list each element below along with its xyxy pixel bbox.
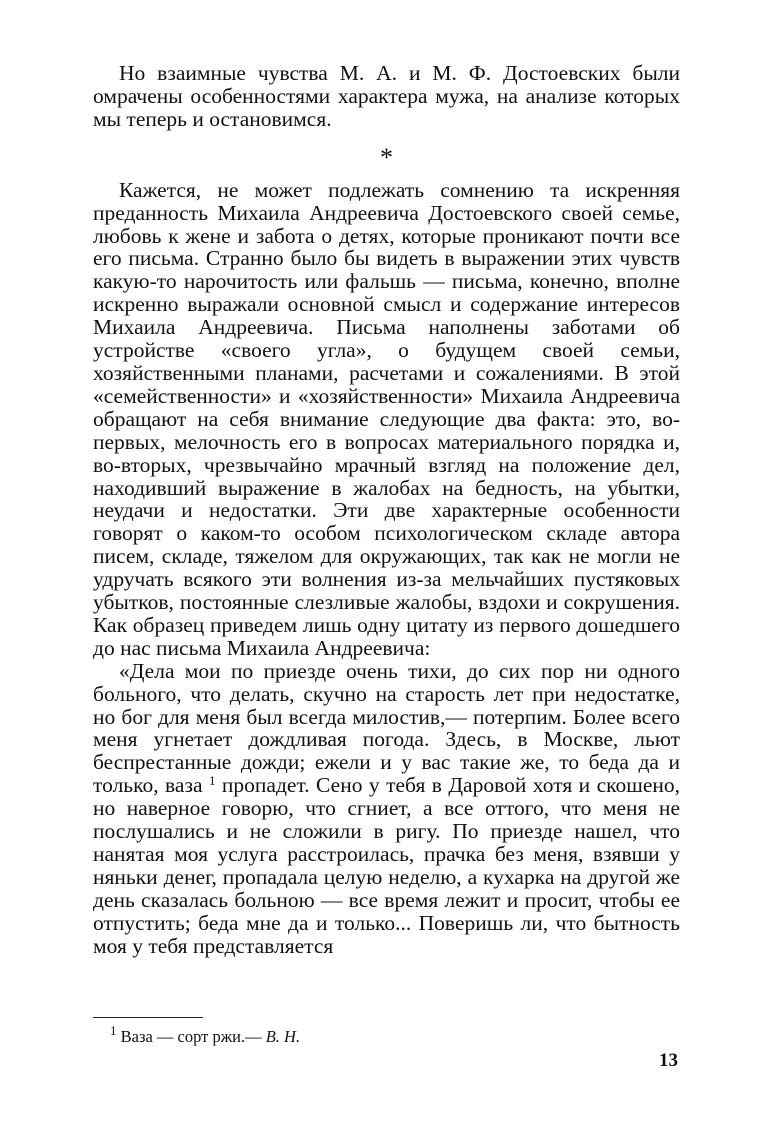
quote-text-part2: пропадет. Сено у тебя в Даровой хотя и скошено, но наверное говорю, что сгниет, а все оттого, что меня не послушались и не сложили в ригу. По приезде нашел, что нанятая моя услуга расстроилась, прачка без меня, взявши у няньки денег, пропадала целую неделю, а кухарка на другой же день сказалась больною — все время лежит и просит, чтобы ее отпустить; беда мне да и только... Поверишь ли, что бытность моя у тебя представляется [93,773,680,958]
section-separator: * [380,142,393,172]
footnote-reference: 1 [208,773,216,789]
footnote-text: Ваза — сорт ржи.— [120,1027,266,1046]
footnote-divider [93,1017,203,1018]
quote-text-part1: «Дела мои по приезде очень тихи, до сих пор ни одного больного, что делать, скучно на старость лет при недостатке, но бог для меня был всегда милостив,— потерпим. Более всего меня угнетает дождливая погода. Здесь, в Москве, льют беспрестанные дожди; ежели и у вас такие же, то беда да и только, ваза [93,658,680,798]
main-paragraph: Кажется, не может подлежать сомнению та искренняя преданность Михаила Андреевича Достоевского своей семье, любовь к жене и забота о детях, которые проникают почти все его письма. Странно было бы видеть в выражении этих чувств какую-то нарочитость или фальшь — письма, конечно, вполне искренно выражали основной смысл и содержание интересов Михаила Андреевича. Письма наполнены заботами об устройстве «своего угла», о будущем своей семьи, хозяйственными планами, расчетами и сожалениями. В этой «семейственности» и «хозяйственности» Михаила Андреевича обращают на себя внимание следующие два факта: это, во-первых, мелочность его в вопросах материального порядка и, во-вторых, чрезвычайно мрачный взгляд на положение дел, находивший выражение в жалобах на бедность, на убытки, неудачи и недостатки. Эти две характерные особенности говорят о каком-то особом психологическом складе автора писем, складе, тяжелом для окружающих, так как не могли не удручать всякого эти волнения из-за мельчайших пустяковых убытков, постоянные слезливые жалобы, вздохи и сокрушения. Как образец приведем лишь одну цитату из первого дошедшего до нас письма Михаила Андреевича: [93,177,680,660]
footnote-signature: В. Н. [265,1027,301,1046]
footnote [110,1023,301,1047]
intro-paragraph: Но взаимные чувства М. А. и М. Ф. Достоевских были омрачены особенностями характера мужа, на анализе которых мы теперь и остановимся. [93,61,680,131]
footnote-mark: 1 [110,1023,117,1038]
page-number: 13 [659,1050,678,1071]
page-body [93,62,680,958]
quote-paragraph [93,660,680,958]
